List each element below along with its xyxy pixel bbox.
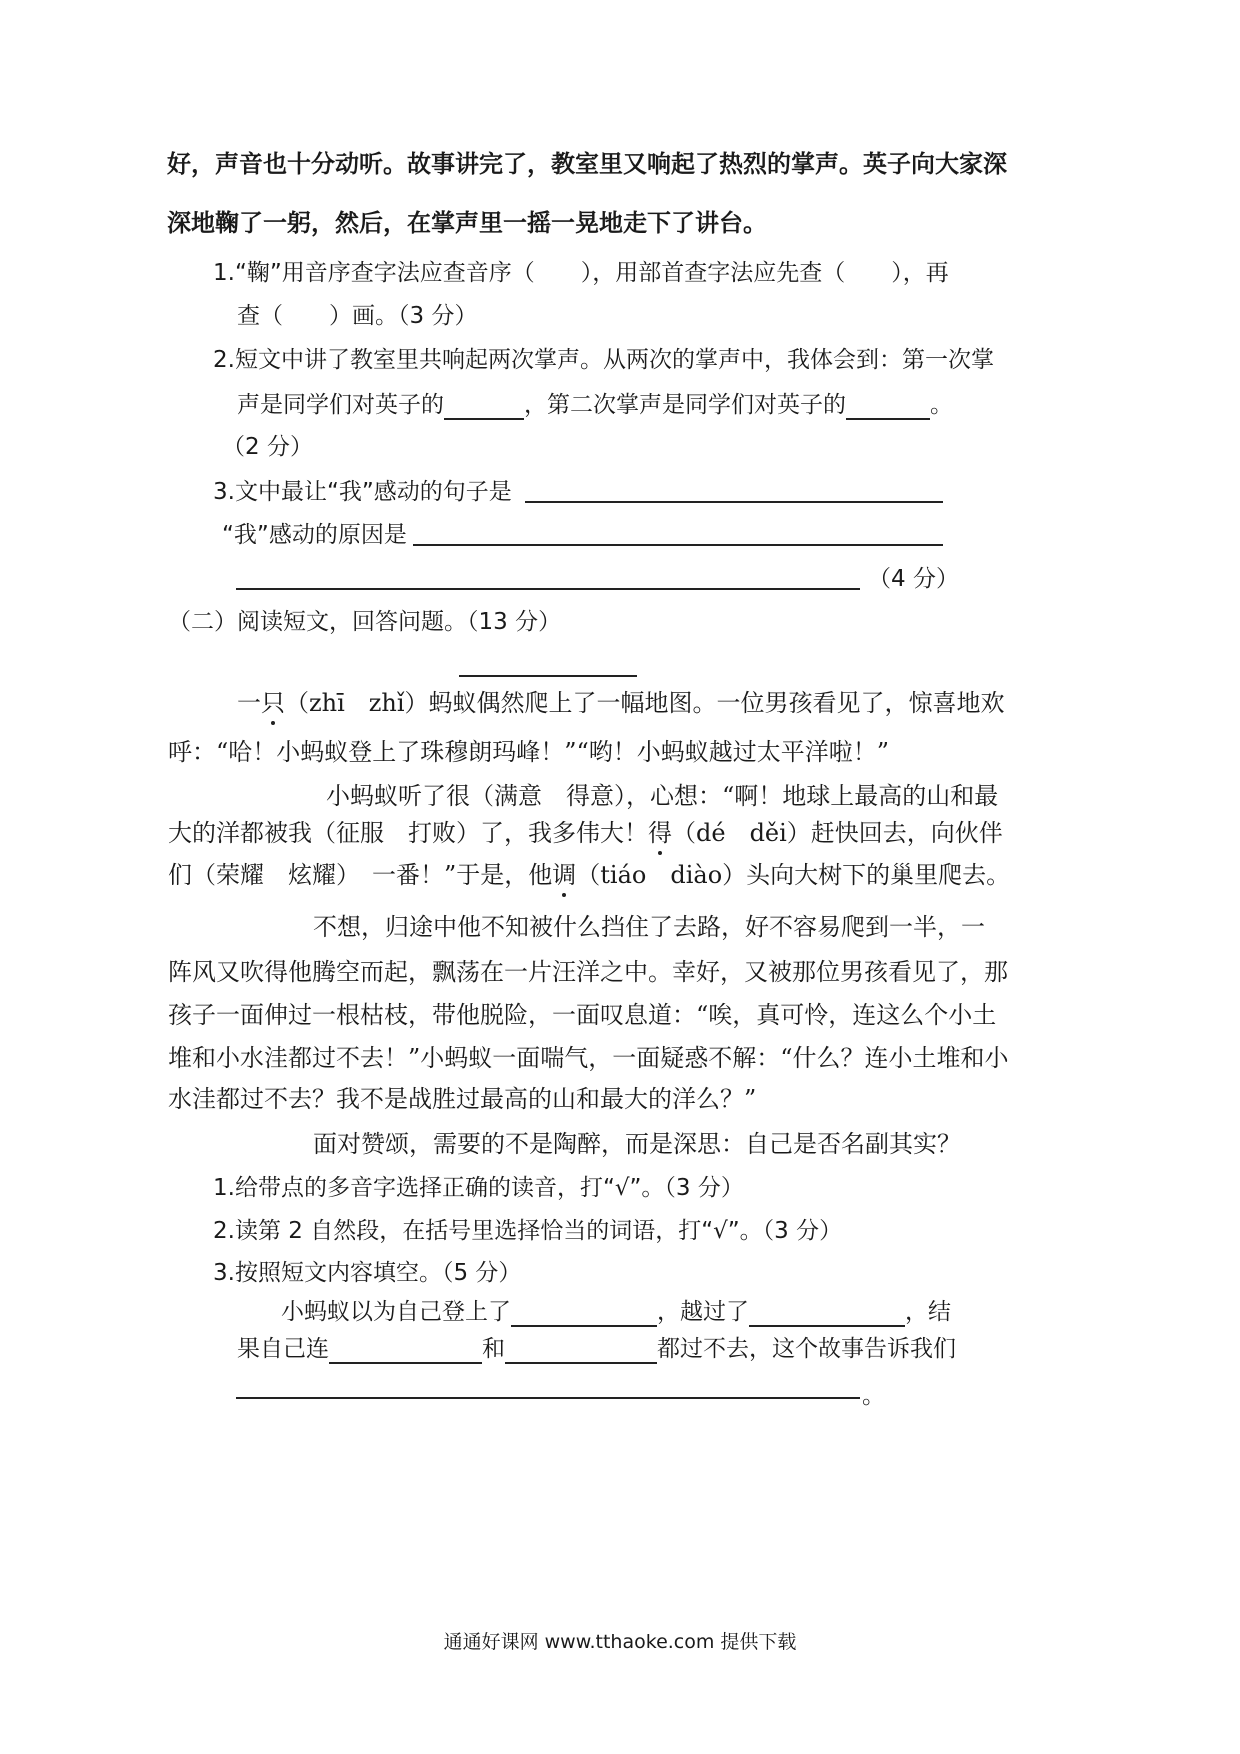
passage-line-2: 深地鞠了一躬，然后，在掌声里一摇一晃地走下了讲台。 — [167, 209, 767, 237]
question-2-blanks — [237, 390, 953, 420]
fill-text-b: ，越过了 — [657, 1299, 749, 1325]
section-2-question-3: 3.按照短文内容填空。（5 分） — [213, 1260, 522, 1286]
paragraph-2-line-2 — [168, 818, 1003, 848]
question-1: 1.“鞠”用音序查字法应查音序（ ），用部首查字法应先查（ ），再 — [213, 260, 949, 286]
footer-credit: 通通好课网 www.tthaoke.com 提供下载 — [443, 1631, 797, 1653]
paragraph-1-line-2: 呼：“哈！小蚂蚁登上了珠穆朗玛峰！”“哟！小蚂蚁越过太平洋啦！” — [168, 738, 890, 766]
question-2-part-2: ，第二次掌声是同学们对英子的 — [524, 392, 846, 418]
fill-text-e: 和 — [482, 1336, 505, 1362]
paragraph-3-line-2: 阵风又吹得他腾空而起，飘荡在一片汪洋之中。幸好，又被那位男孩看见了，那 — [168, 958, 1008, 986]
p2-text-a: 大的洋都被我（征服 打败）了，我多伟大！ — [168, 819, 648, 847]
answer-line-reason-2[interactable] — [236, 588, 860, 590]
question-2-part-3: 。 — [930, 392, 953, 418]
passage-line-1: 好，声音也十分动听。故事讲完了，教室里又响起了热烈的掌声。英子向大家深 — [167, 150, 1007, 178]
question-1-continued: 查（ ）画。（3 分） — [237, 303, 478, 329]
section-2-heading: （二）阅读短文，回答问题。（13 分） — [168, 609, 562, 635]
paragraph-4: 面对赞颂，需要的不是陶醉，而是深思：自己是否名副其实？ — [313, 1130, 961, 1158]
fill-line-2 — [237, 1334, 956, 1364]
blank-climbed[interactable] — [511, 1299, 657, 1327]
question-2: 2.短文中讲了教室里共响起两次掌声。从两次的掌声中，我体会到：第一次掌 — [213, 347, 994, 373]
fill-end-period: 。 — [862, 1383, 885, 1409]
section-2-question-1: 1.给带点的多音字选择正确的读音，打“√”。（3 分） — [213, 1175, 744, 1201]
dotted-char-de: 得 — [648, 819, 672, 847]
answer-line-reason-1[interactable] — [413, 544, 943, 546]
paragraph-3-line-5: 水洼都过不去？我不是战胜过最高的山和最大的洋么？” — [168, 1085, 757, 1113]
question-2-score: （2 分） — [222, 434, 313, 460]
paragraph-3-line-4: 堆和小水洼都过不去！”小蚂蚁一面喘气，一面疑惑不解：“什么？连小土堆和小 — [168, 1044, 1009, 1072]
dotted-char-zhi: 只 — [261, 689, 285, 717]
paragraph-3-line-3: 孩子一面伸过一根枯枝，带他脱险，一面叹息道：“唉，真可怜，连这么个小土 — [168, 1001, 997, 1029]
dotted-char-tiao: 调 — [552, 861, 577, 889]
fill-line-1 — [281, 1297, 951, 1327]
p1-text-b: （zhī zhǐ）蚂蚁偶然爬上了一幅地图。一位男孩看见了，惊喜地欢 — [285, 689, 1005, 717]
blank-mound[interactable] — [329, 1336, 482, 1364]
blank-crossed[interactable] — [749, 1299, 905, 1327]
fill-text-d: 果自己连 — [237, 1336, 329, 1362]
title-blank-line[interactable] — [459, 675, 637, 677]
question-2-part-1: 声是同学们对英子的 — [237, 392, 444, 418]
section-2-question-2: 2.读第 2 自然段，在括号里选择恰当的词语，打“√”。（3 分） — [213, 1218, 843, 1244]
blank-second-applause[interactable] — [846, 392, 930, 420]
paragraph-3-line-1: 不想，归途中他不知被什么挡住了去路，好不容易爬到一半，一 — [313, 913, 985, 941]
fill-text-a: 小蚂蚁以为自己登上了 — [281, 1299, 511, 1325]
p2-text-c: 们（荣耀 炫耀） 一番！”于是，他 — [168, 861, 553, 889]
blank-puddle[interactable] — [505, 1336, 657, 1364]
p2-text-d: （tiáo diào）头向大树下的巢里爬去。 — [576, 861, 1011, 889]
p1-text-a: 一 — [237, 689, 261, 717]
question-3: 3.文中最让“我”感动的句子是 — [213, 479, 512, 505]
answer-line-sentence[interactable] — [525, 501, 943, 503]
paragraph-2-line-3 — [168, 860, 1010, 890]
blank-first-applause[interactable] — [444, 392, 524, 420]
paragraph-2-line-1: 小蚂蚁听了很（满意 得意），心想：“啊！地球上最高的山和最 — [326, 782, 999, 810]
fill-text-c: ，结 — [905, 1299, 951, 1325]
paragraph-1-line-1 — [237, 688, 1005, 718]
question-3-reason: “我”感动的原因是 — [222, 522, 407, 548]
answer-line-lesson[interactable] — [236, 1397, 860, 1399]
question-3-score: （4 分） — [868, 566, 959, 592]
p2-text-b: （dé děi）赶快回去，向伙伴 — [672, 819, 1003, 847]
fill-text-f: 都过不去，这个故事告诉我们 — [657, 1336, 956, 1362]
